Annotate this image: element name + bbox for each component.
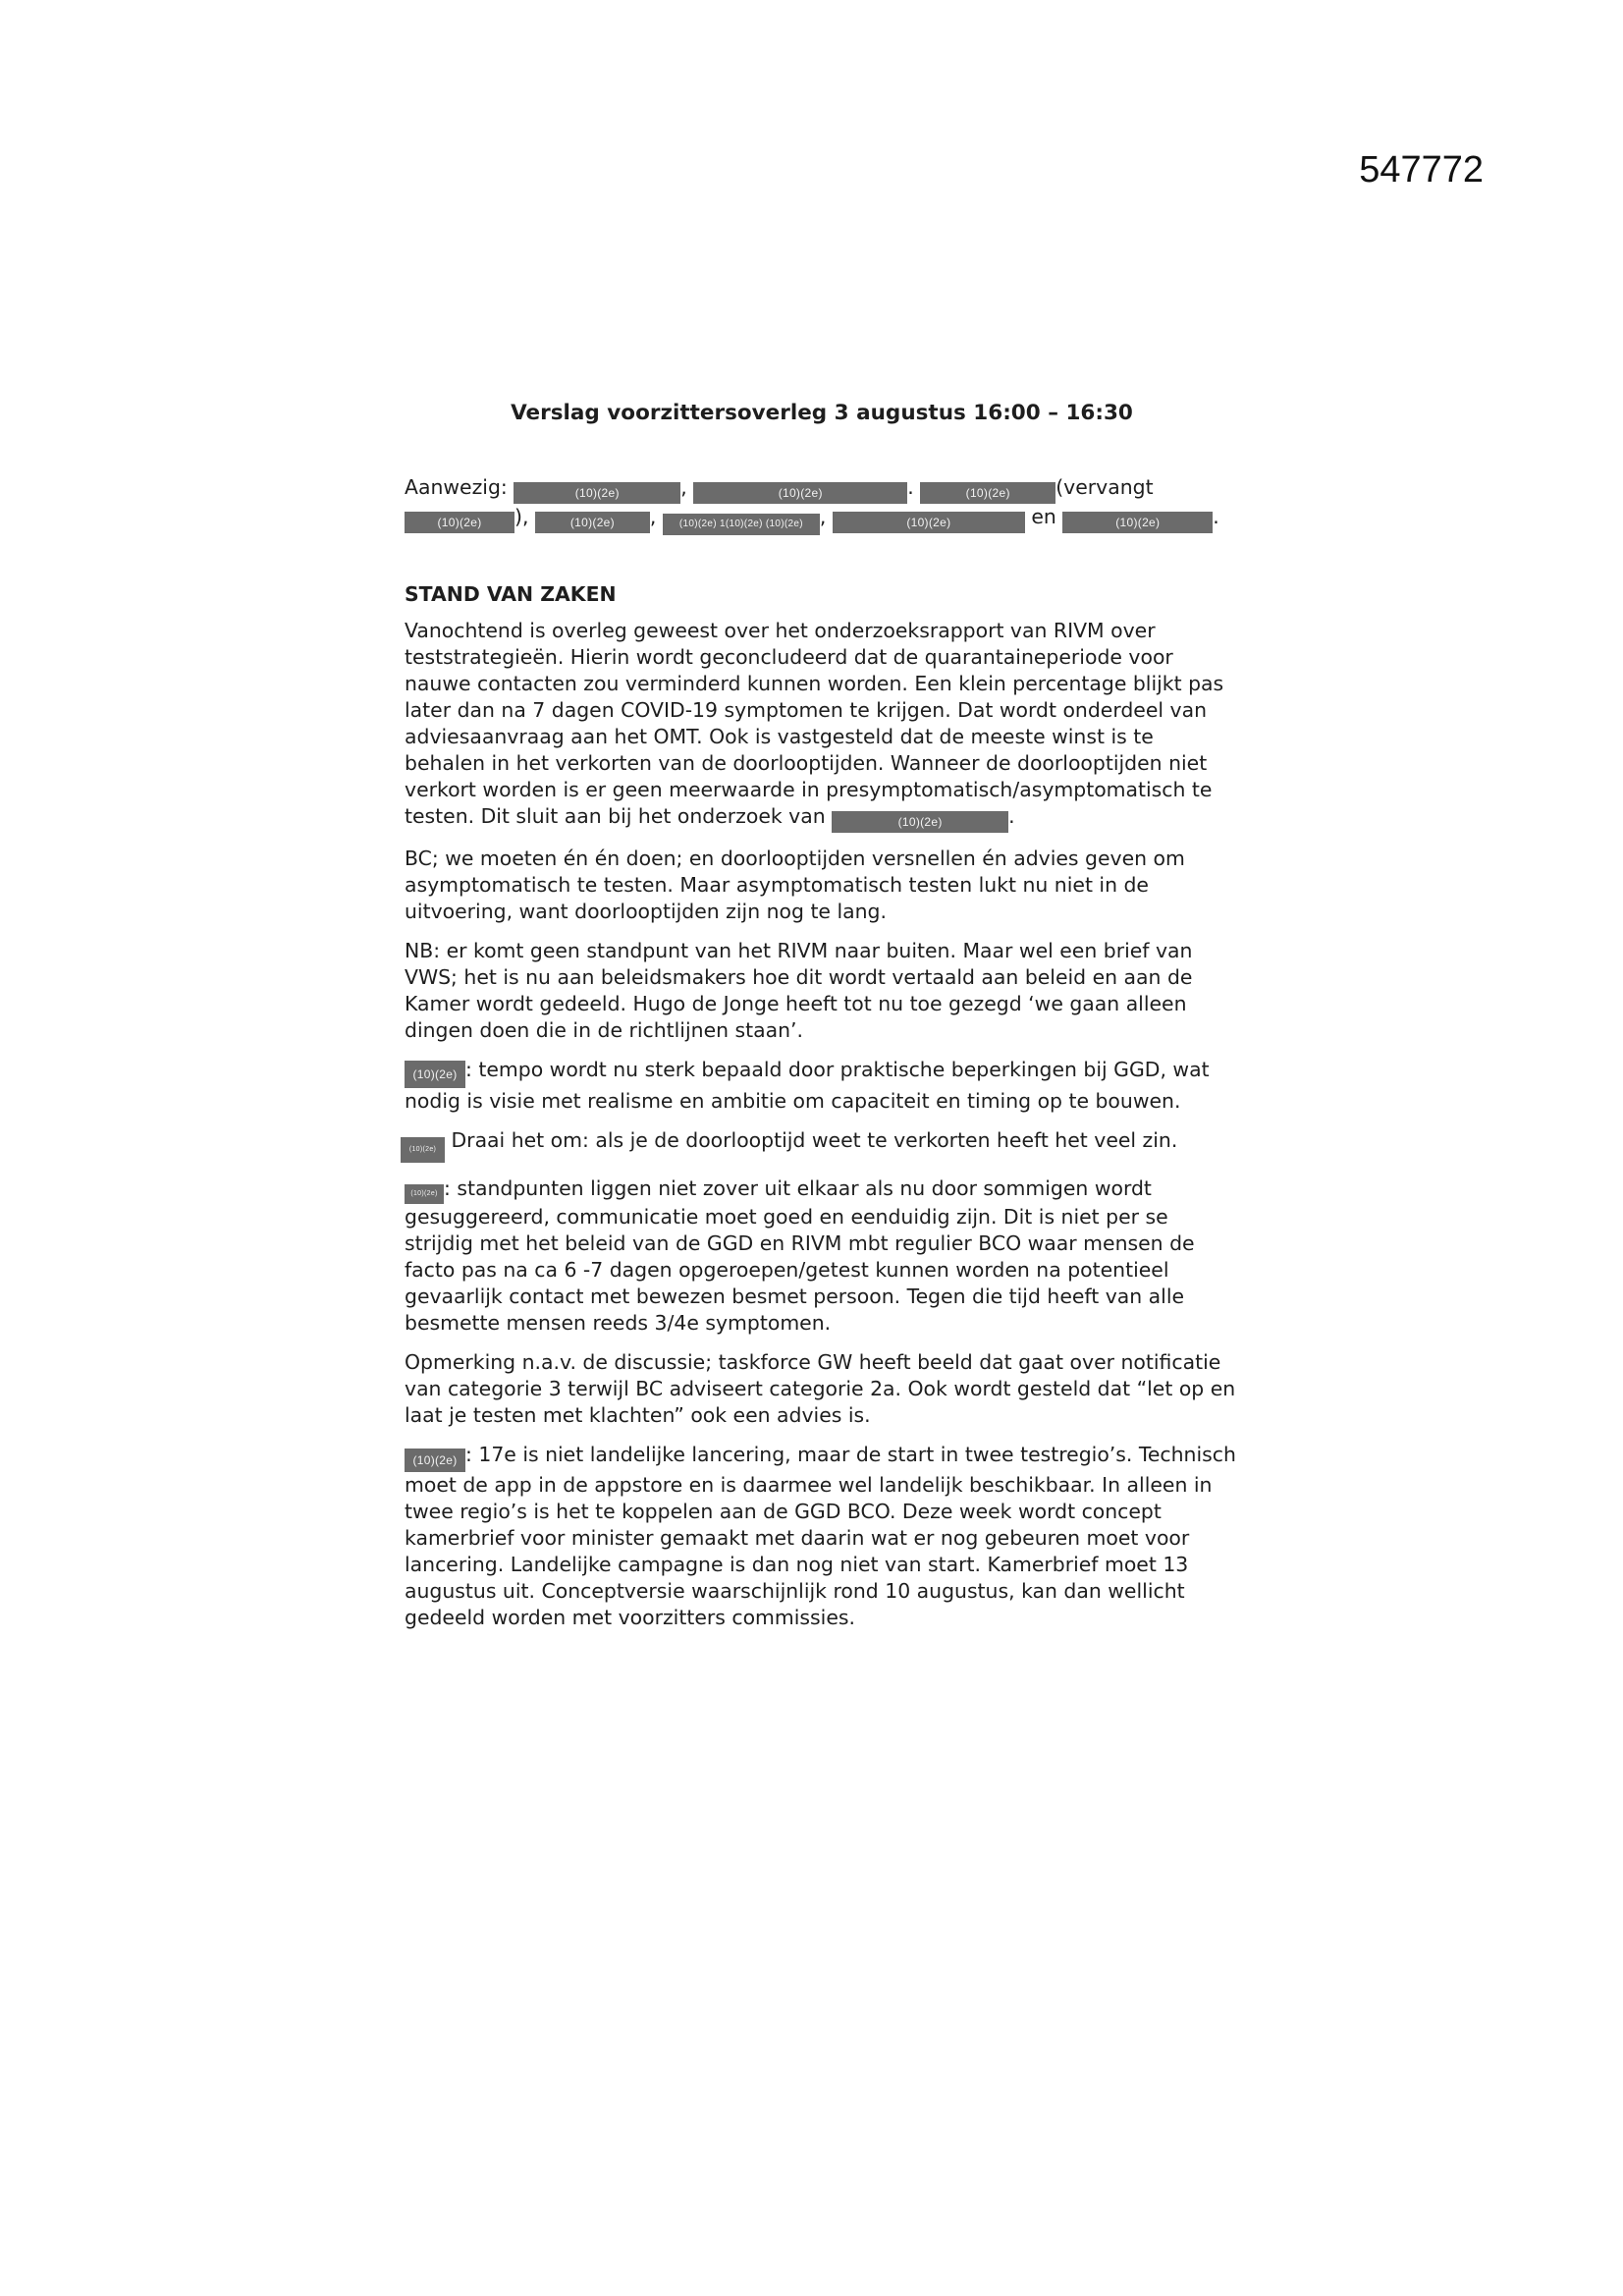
en-text: en (1031, 505, 1056, 528)
paragraph-bc: BC; we moeten én én doen; en doorlooptijden versnellen én advies geven om asymptomatisch te testen. Maar asymptomatisch testen lukt nu niet in de uitvoering, want doorlooptijden zijn nog te lang. (405, 847, 1185, 923)
vervangt-text: (vervangt (1055, 475, 1154, 499)
paragraph-text: Draai het om: als je de doorlooptijd weet te verkorten heeft het veel zin. (445, 1128, 1178, 1152)
separator: . (1008, 804, 1015, 828)
redaction-box: (10)(2e) (693, 482, 907, 504)
paragraph-nb: NB: er komt geen standpunt van het RIVM naar buiten. Maar wel een brief van VWS; het is nu aan beleidsmakers hoe dit wordt vertaald aan beleid en aan de Kamer wordt gedeeld. Hugo de Jonge heeft tot nu toe gezegd ‘we gaan alleen dingen doen die in de richtlijnen staan’. (405, 939, 1193, 1042)
paragraph-standpunten (405, 1175, 1239, 1337)
redaction-box: (10)(2e) (405, 1061, 465, 1088)
redaction-box: (10)(2e) (514, 482, 680, 504)
redaction-box: (10)(2e) 1(10)(2e) (10)(2e) (663, 514, 820, 535)
separator: ), (514, 505, 529, 528)
paragraph-app (405, 1442, 1239, 1631)
paragraph-text: : 17e is niet landelijke lancering, maar de start in twee testregio’s. Technisch moet de app in de appstore en is daarmee wel landelijk beschikbaar. In alleen in twee regio’s is het te koppelen aan de GGD BCO. Deze week wordt concept kamerbrief voor minister gemaakt met daarin wat er nog gebeuren moet voor lancering. Landelijke campagne is dan nog niet van start. Kamerbrief moet 13 augustus uit. Conceptversie waarschijnlijk rond 10 augustus, kan dan wellicht gedeeld worden met voorzitters commissies. (405, 1443, 1236, 1629)
redaction-box: (10)(2e) (401, 1137, 445, 1163)
paragraph-text: Vanochtend is overleg geweest over het onderzoeksrapport van RIVM over teststrategieën. Hierin wordt geconcludeerd dat de quarantaineperiode voor nauwe contacten zou verminderd kunnen worden. Een klein percentage blijkt pas later dan na 7 dagen COVID-19 symptomen te krijgen. Dat wordt onderdeel van adviesaanvraag aan het OMT. Ook is vastgesteld dat de meeste winst is te behalen in het verkorten van de doorlooptijden. Wanneer de doorlooptijden niet verkort worden is er geen meerwaarde in presymptomatisch/asymptomatisch te testen. Dit sluit aan bij het onderzoek van (405, 619, 1224, 828)
redaction-box: (10)(2e) (920, 482, 1055, 504)
separator: , (649, 505, 657, 528)
paragraph-text: : standpunten liggen niet zover uit elkaar als nu door sommigen wordt gesuggereerd, communicatie moet goed en eenduidig zijn. Dit is niet per se strijdig met het beleid van de GGD en RIVM mbt regulier BCO waar mensen de facto pas na ca 6 -7 dagen opgeroepen/getest kunnen worden na potentieel gevaarlijk contact met bewezen besmet persoon. Tegen die tijd heeft van alle besmette mensen reeds 3/4e symptomen. (405, 1176, 1195, 1335)
paragraph-draai (405, 1127, 1239, 1163)
separator: , (819, 505, 827, 528)
paragraph-tempo (405, 1057, 1239, 1115)
separator: . (1213, 505, 1219, 528)
paragraph-text: : tempo wordt nu sterk bepaald door praktische beperkingen bij GGD, wat nodig is visie met realisme en ambitie om capaciteit en timing op te bouwen. (405, 1058, 1210, 1113)
redaction-box: (10)(2e) (405, 512, 514, 533)
paragraph-opmerking: Opmerking n.a.v. de discussie; taskforce GW heeft beeld dat gaat over notificatie van categorie 3 terwijl BC adviseert categorie 2a. Ook wordt gesteld dat “let op en laat je testen met klachten” ook een advies is. (405, 1350, 1236, 1427)
redaction-box: (10)(2e) (832, 811, 1008, 833)
redaction-box: (10)(2e) (405, 1449, 465, 1472)
redaction-box: (10)(2e) (833, 512, 1025, 533)
separator: . (907, 475, 914, 499)
redaction-box: (10)(2e) (1062, 512, 1213, 533)
redaction-box: (10)(2e) (405, 1184, 444, 1204)
separator: , (680, 475, 687, 499)
attendees-label: Aanwezig: (405, 475, 508, 499)
attendees-line (405, 474, 1239, 535)
section-heading: STAND VAN ZAKEN (405, 582, 617, 606)
paragraph-rivm-report (405, 618, 1239, 833)
document-number: 547772 (1359, 149, 1484, 191)
document-body (405, 401, 1239, 1644)
document-title: Verslag voorzittersoverleg 3 augustus 16:00 – 16:30 (511, 401, 1133, 425)
redaction-box: (10)(2e) (535, 512, 650, 533)
